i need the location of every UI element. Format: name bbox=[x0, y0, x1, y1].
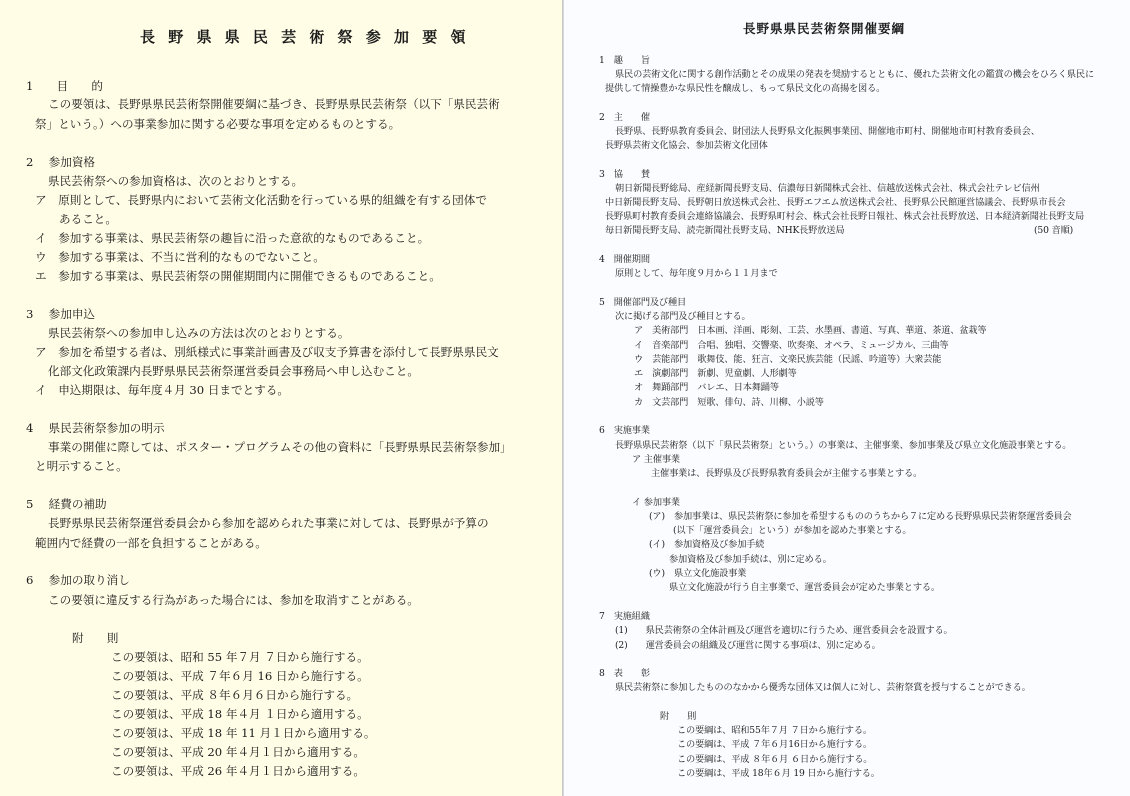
right-section-3-text: 中日新聞長野支局、長野朝日放送株式会社、長野エフエム放送株式会社、長野県公民館運営協議会、長野県市長会 bbox=[605, 197, 1066, 208]
left-section-5-heading: 5 経費の補助 bbox=[26, 497, 107, 511]
right-section-5-text: 次に掲げる部門及び種目とする。 bbox=[615, 311, 751, 322]
right-supplementary-line: この要綱は、昭和55年７月 ７日から施行する。 bbox=[677, 725, 872, 736]
left-section-4-heading: 4 県民芸術祭参加の明示 bbox=[26, 421, 165, 435]
right-section-6-item: (イ) 参加資格及び参加手続 bbox=[649, 539, 765, 550]
right-section-1-text: 提供して情操豊かな県民性を醸成し、もって県民文化の高揚を図る。 bbox=[605, 83, 886, 94]
left-section-2-item: ア 原則として、長野県内において芸術文化活動を行っている県的組織を有する団体で bbox=[35, 193, 487, 207]
right-section-6-heading: 6 実施事業 bbox=[599, 425, 650, 436]
left-section-2-text: 県民芸術祭への参加資格は、次のとおりとする。 bbox=[48, 174, 304, 188]
right-section-5-item: オ 舞踊部門 バレエ、日本舞踊等 bbox=[634, 382, 779, 393]
right-section-6-text: 県立文化施設が行う自主事業で、運営委員会が定めた事業とする。 bbox=[669, 582, 940, 593]
left-supplementary-line: この要領は、平成 18 年 11 月１日から適用する。 bbox=[111, 726, 376, 740]
right-section-6-item: (ウ) 県立文化施設事業 bbox=[649, 568, 747, 579]
right-supplementary-line: この要綱は、平成 18年６月 19 日から施行する。 bbox=[677, 768, 880, 779]
right-section-1-text: 県民の芸術文化に関する創作活動とその成果の発表を奨励するとともに、優れた芸術文化の鑑賞の機会をひろく県民に bbox=[615, 69, 1094, 80]
right-section-3-text: 朝日新聞長野総局、産経新聞長野支局、信濃毎日新聞株式会社、信越放送株式会社、株式会社テレビ信州 bbox=[615, 183, 1040, 194]
left-section-3-item: 化部文化政策課内長野県県民芸術祭運営委員会事務局へ申し込むこと。 bbox=[48, 364, 420, 378]
right-section-5-heading: 5 開催部門及び種目 bbox=[599, 297, 687, 308]
left-supplementary-line: この要領は、平成 ７年６月 16 日から施行する。 bbox=[111, 669, 369, 683]
right-section-5-item: エ 演劇部門 新劇、児童劇、人形劇等 bbox=[634, 368, 797, 379]
right-section-2-heading: 2 主 催 bbox=[599, 112, 650, 123]
right-section-3-heading: 3 協 賛 bbox=[599, 169, 650, 180]
left-section-1-text: 祭」という。）への事業参加に関する必要な事項を定めるものとする。 bbox=[35, 117, 401, 131]
left-supplementary-heading: 附 則 bbox=[72, 631, 119, 645]
left-document-title: 長 野 県 県 民 芸 術 祭 参 加 要 領 bbox=[140, 28, 470, 46]
left-section-2-item: ウ 参加する事業は、不当に営利的なものでないこと。 bbox=[35, 250, 325, 264]
left-section-5-text: 範囲内で経費の一部を負担することがある。 bbox=[35, 536, 267, 550]
right-section-4-heading: 4 開催期間 bbox=[599, 254, 650, 265]
right-document-title: 長野県県民芸術祭開催要綱 bbox=[743, 21, 906, 36]
right-section-6-text: (以下「運営委員会」という）が参加を認めた事業とする。 bbox=[673, 525, 912, 536]
right-section-8-heading: 8 表 彰 bbox=[599, 668, 650, 679]
left-section-2-item: エ 参加する事業は、県民芸術祭の開催期間内に開催できるものであること。 bbox=[35, 269, 441, 283]
right-section-6-item: (ア) 参加事業は、県民芸術祭に参加を希望するもののうちから７に定める長野県県民芸術祭運営委員会 bbox=[649, 511, 1072, 522]
right-section-6-subheading: ア 主催事業 bbox=[632, 454, 680, 465]
right-section-5-item: イ 音楽部門 合唱、独唱、交響楽、吹奏楽、オペラ、ミュージカル、三曲等 bbox=[634, 340, 949, 351]
right-section-4-text: 原則として、毎年度９月から１１月まで bbox=[615, 268, 778, 279]
left-section-2-item: あること。 bbox=[59, 212, 117, 226]
right-supplementary-line: この要綱は、平成 ７年６月16日から施行する。 bbox=[677, 739, 872, 750]
left-section-3-item: イ 申込期限は、毎年度４月 30 日までとする。 bbox=[35, 383, 289, 397]
right-document-holding-outline bbox=[564, 0, 1130, 796]
right-section-2-text: 長野県芸術文化協会、参加芸術文化団体 bbox=[605, 140, 768, 151]
left-section-1-text: この要領は、長野県県民芸術祭開催要綱に基づき、長野県県民芸術祭（以下「県民芸術 bbox=[48, 97, 500, 111]
right-section-5-item: カ 文芸部門 短歌、俳句、詩、川柳、小説等 bbox=[634, 397, 824, 408]
right-section-8-text: 県民芸術祭に参加したもののなかから優秀な団体又は個人に対し、芸術祭賞を授与することができる。 bbox=[615, 682, 1031, 693]
right-section-7-item: (2) 運営委員会の組織及び運営に関する事項は、別に定める。 bbox=[615, 640, 881, 651]
right-supplementary-line: この要綱は、平成 ８年６月 ６日から施行する。 bbox=[677, 754, 873, 765]
right-section-6-text: 参加資格及び参加手続は、別に定める。 bbox=[669, 554, 832, 565]
left-section-4-text: と明示すること。 bbox=[35, 459, 128, 473]
right-section-6-text: 長野県県民芸術祭（以下「県民芸術祭」という。）の事業は、主催事業、参加事業及び県立文化施設事業とする。 bbox=[615, 440, 1072, 451]
left-section-1-heading: 1 目 的 bbox=[26, 79, 103, 93]
right-section-5-item: ア 美術部門 日本画、洋画、彫刻、工芸、水墨画、書道、写真、華道、茶道、盆栽等 bbox=[634, 325, 987, 336]
left-supplementary-line: この要領は、平成 18 年４月 １日から適用する。 bbox=[111, 707, 369, 721]
right-section-7-item: (1) 県民芸術祭の全体計画及び運営を適切に行うため、運営委員会を設置する。 bbox=[615, 625, 953, 636]
right-supplementary-heading: 附 則 bbox=[660, 711, 697, 722]
right-section-3-text: 長野県町村教育委員会連絡協議会、長野県町村会、株式会社長野日報社、株式会社長野放送、日本経済新聞社長野支局 bbox=[605, 211, 1084, 222]
left-section-6-heading: 6 参加の取り消し bbox=[26, 573, 130, 587]
left-supplementary-line: この要領は、平成 26 年４月１日から適用する。 bbox=[111, 764, 365, 778]
left-supplementary-line: この要領は、平成 ８年６月６日から施行する。 bbox=[111, 688, 359, 702]
left-section-6-text: この要領に違反する行為があった場合には、参加を取消すことがある。 bbox=[48, 593, 419, 607]
right-section-7-heading: 7 実施組織 bbox=[599, 611, 650, 622]
right-section-3-text: 毎日新聞長野支局、読売新聞社長野支局、NHK長野放送局 bbox=[605, 225, 845, 236]
right-section-1-heading: 1 趣 旨 bbox=[599, 55, 650, 66]
right-section-5-item: ウ 芸能部門 歌舞伎、能、狂言、文楽民族芸能（民謡、吟道等）大衆芸能 bbox=[634, 354, 942, 365]
left-section-2-heading: 2 参加資格 bbox=[26, 155, 96, 169]
left-section-3-heading: 3 参加申込 bbox=[26, 307, 96, 321]
right-section-3-note: (50 音順) bbox=[1034, 225, 1074, 236]
right-section-6-subheading: イ 参加事業 bbox=[632, 497, 680, 508]
left-section-3-text: 県民芸術祭への参加申し込みの方法は次のとおりとする。 bbox=[48, 326, 350, 340]
left-section-5-text: 長野県県民芸術祭運営委員会から参加を認められた事業に対しては、長野県が予算の bbox=[48, 516, 489, 530]
left-section-4-text: 事業の開催に際しては、ポスター・プログラムその他の資料に「長野県県民芸術祭参加」 bbox=[48, 440, 512, 454]
right-section-2-text: 長野県、長野県教育委員会、財団法人長野県文化振興事業団、開催地市町村、開催地市町村教育委員会、 bbox=[615, 126, 1040, 137]
left-supplementary-line: この要領は、平成 20 年４月１日から適用する。 bbox=[111, 745, 365, 759]
right-section-6-text: 主催事業は、長野県及び長野県教育委員会が主催する事業とする。 bbox=[651, 468, 923, 479]
left-supplementary-line: この要領は、昭和 55 年７月 ７日から施行する。 bbox=[111, 650, 369, 664]
left-document-participation-guidelines bbox=[0, 0, 563, 796]
left-section-3-item: ア 参加を希望する者は、別紙様式に事業計画書及び収支予算書を添付して長野県県民文 bbox=[35, 345, 499, 359]
left-section-2-item: イ 参加する事業は、県民芸術祭の趣旨に沿った意欲的なものであること。 bbox=[35, 231, 430, 245]
